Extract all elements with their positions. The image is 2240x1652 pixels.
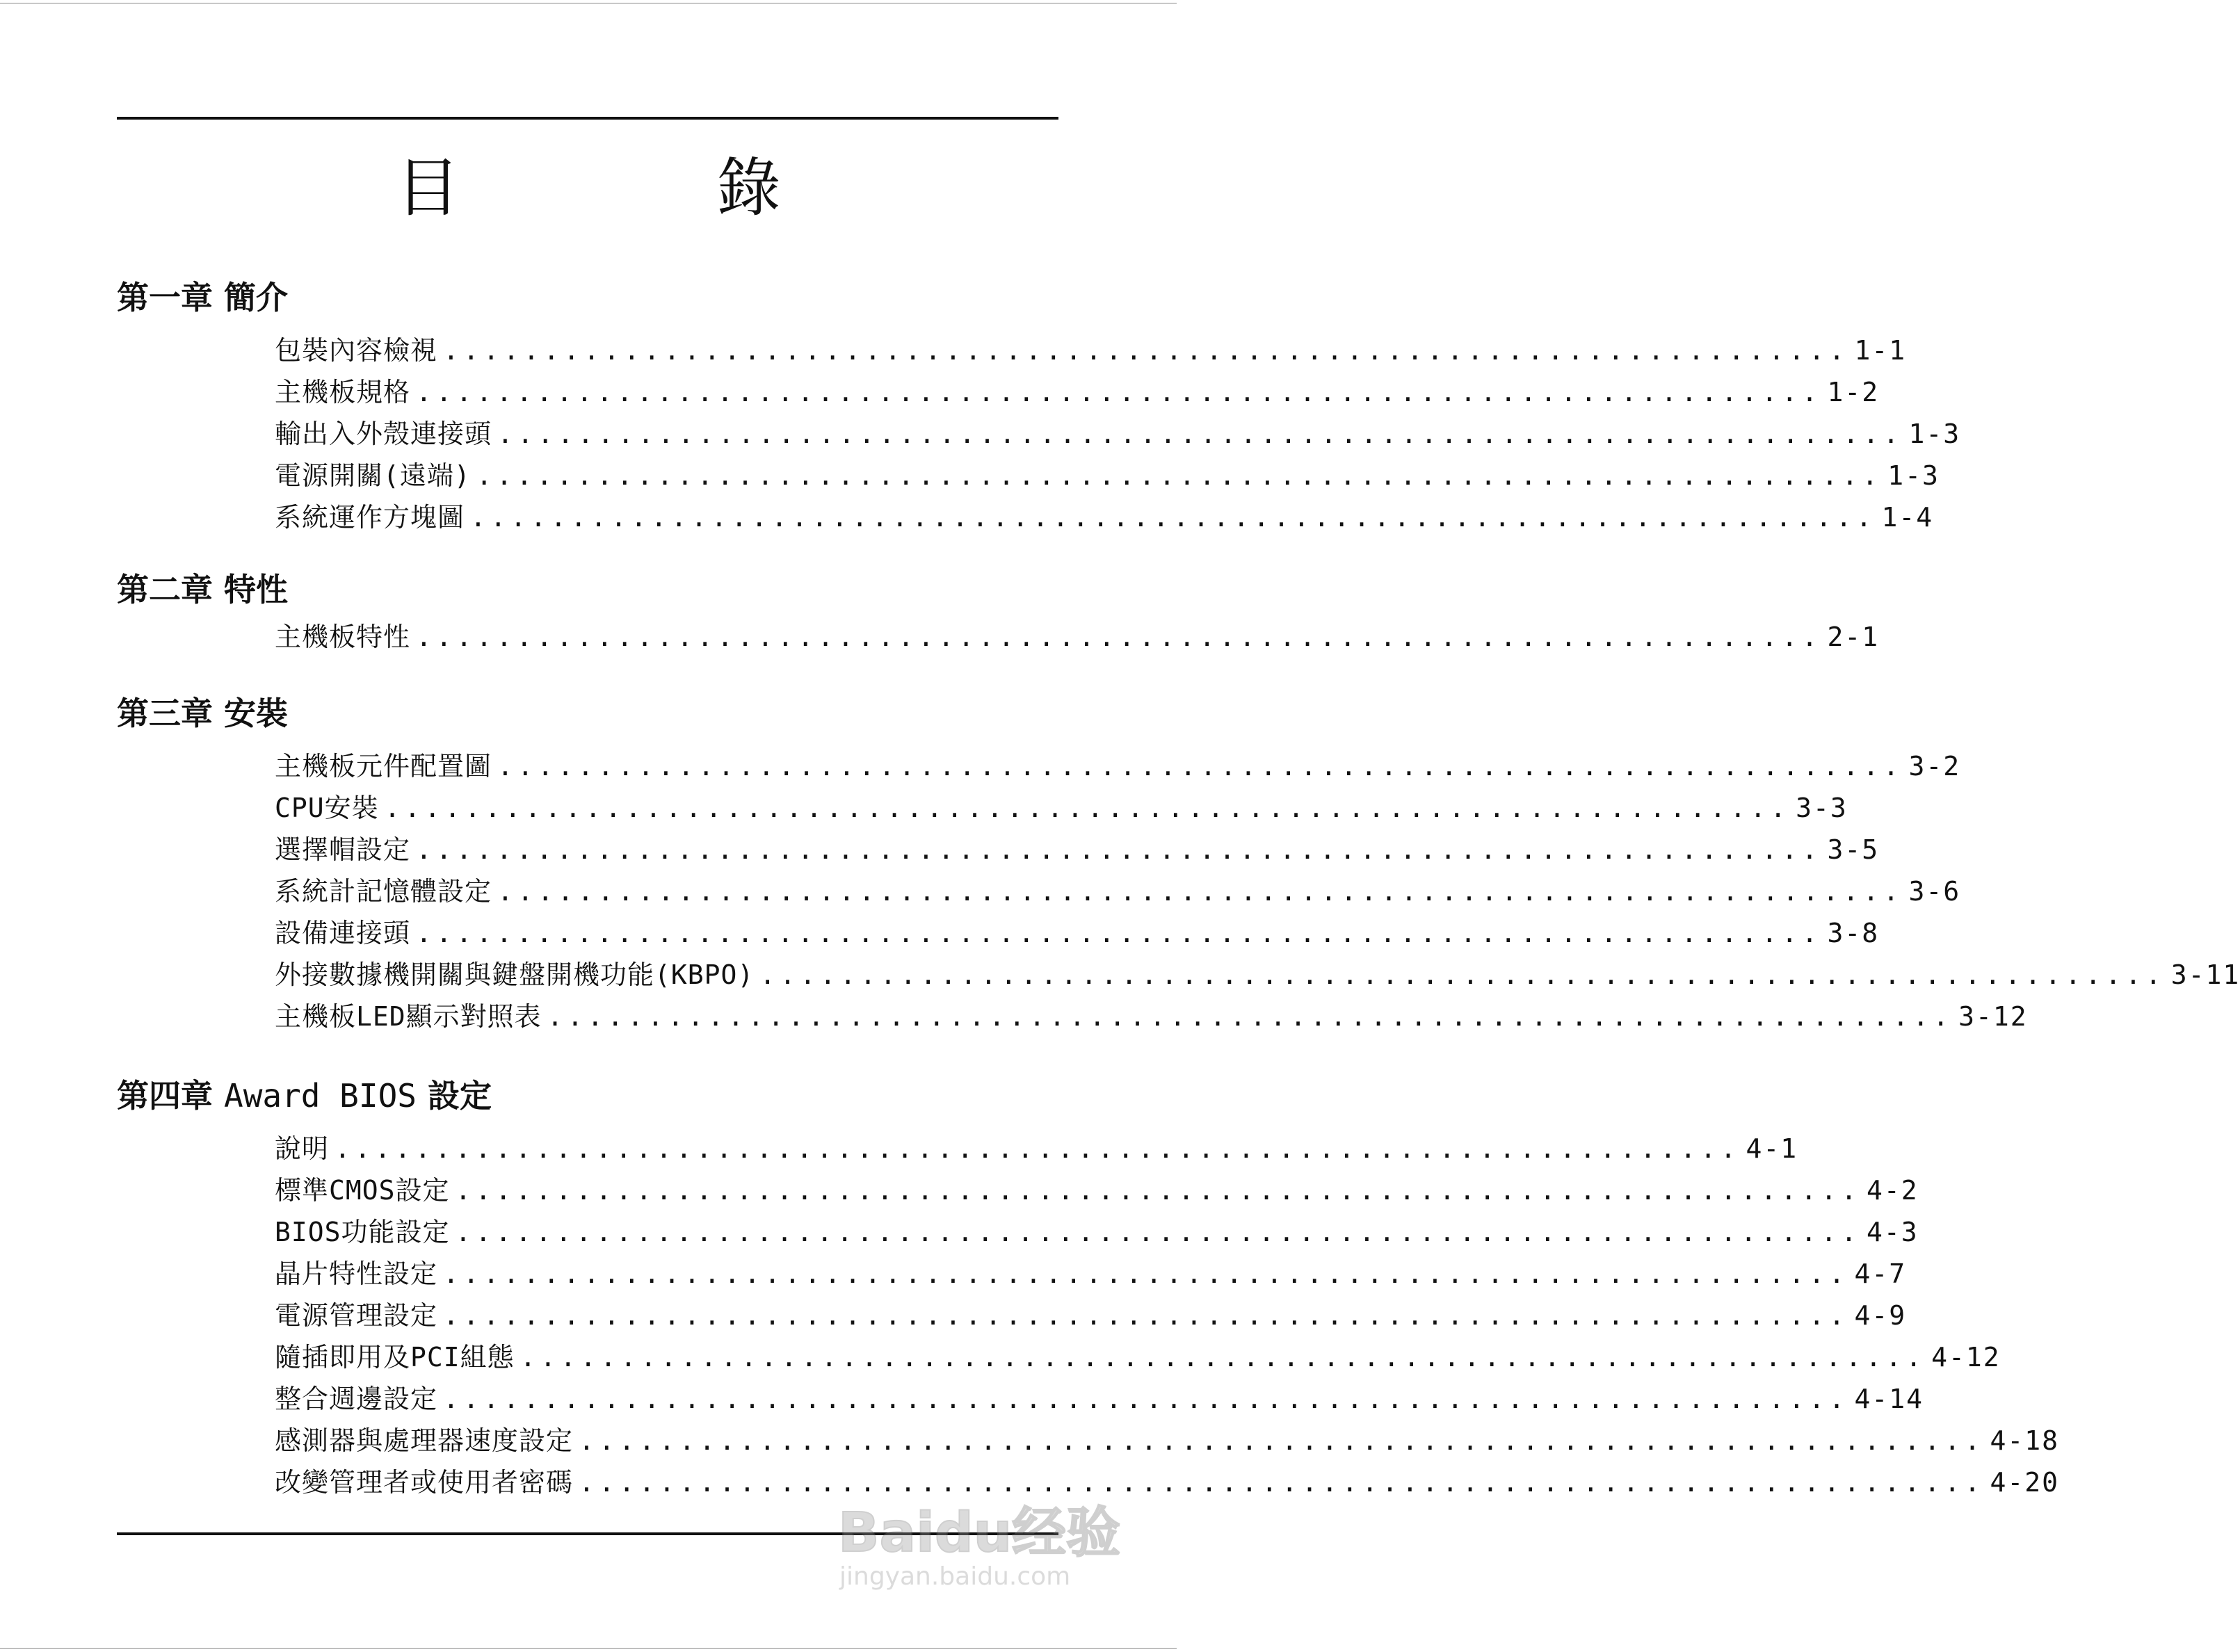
chapter-4-latin: Award BIOS (224, 1077, 417, 1115)
toc-entry (275, 456, 1940, 495)
entry-label: 輸出入外殼連接頭 (275, 419, 492, 449)
leader-dots: ...................................................................... (476, 460, 1883, 491)
entry-label: 晶片特性設定 (275, 1258, 438, 1289)
entry-page: 3-11 (2170, 959, 2240, 990)
entry-label: 主機板元件配置圖 (275, 751, 492, 782)
leader-dots: ...................................................................... (443, 1384, 1849, 1414)
entry-label: 整合週邊設定 (275, 1384, 438, 1414)
entry-label: 設備連接頭 (275, 918, 411, 948)
leader-dots: ...................................................................... (416, 622, 1822, 652)
entry-page: 4-3 (1866, 1217, 1919, 1247)
toc-entry (275, 914, 1880, 953)
entry-page: 4-18 (1990, 1425, 2059, 1456)
entry-page: 3-3 (1796, 793, 1848, 823)
entry-label: 選擇帽設定 (275, 834, 411, 865)
entry-label: BIOS功能設定 (275, 1217, 450, 1247)
toc-entry (275, 1379, 1924, 1418)
entry-label: 外接數據機開關與鍵盤開機功能(KBPO) (275, 959, 755, 990)
page-title: 目 錄 (396, 151, 899, 225)
entry-page: 4-1 (1746, 1133, 1798, 1164)
leader-dots: ...................................................................... (579, 1467, 1985, 1498)
entry-label: 電源開關(遠端) (275, 460, 471, 491)
leader-dots: ...................................................................... (443, 1258, 1849, 1289)
toc-entry (275, 617, 1880, 656)
chapter-4-suffix: 設定 (427, 1077, 492, 1115)
entry-page: 3-5 (1827, 834, 1880, 865)
entry-page: 1-2 (1827, 377, 1880, 407)
toc-entry (275, 955, 2240, 994)
leader-dots: ...................................................................... (497, 876, 1903, 907)
entry-page: 3-8 (1827, 918, 1880, 948)
entry-page: 4-14 (1854, 1384, 1924, 1414)
toc-entry (275, 1421, 2059, 1460)
entry-page: 3-2 (1908, 751, 1961, 782)
entry-label: 感測器與處理器速度設定 (275, 1425, 574, 1456)
toc-entry (275, 373, 1880, 412)
chapter-4-heading (117, 1075, 492, 1117)
leader-dots: ...................................................................... (497, 751, 1903, 782)
entry-label: 系統運作方塊圖 (275, 502, 465, 533)
entry-label: 系統計記憶體設定 (275, 876, 492, 907)
toc-entry (275, 414, 1961, 453)
toc-entry (275, 1129, 1798, 1168)
entry-label: 標準CMOS設定 (275, 1175, 450, 1206)
toc-entry (275, 498, 1934, 537)
chapter-3-heading: 第三章 安裝 (117, 695, 289, 732)
entry-label: 主機板特性 (275, 622, 411, 652)
entry-page: 1-4 (1881, 502, 1934, 533)
watermark-url: jingyan.baidu.com (839, 1562, 1071, 1591)
entry-label: 主機板LED顯示對照表 (275, 1001, 542, 1032)
entry-page: 4-20 (1990, 1467, 2059, 1498)
chapter-1-heading: 第一章 簡介 (117, 279, 289, 316)
entry-page: 4-7 (1854, 1258, 1907, 1289)
toc-entry (275, 331, 1907, 370)
leader-dots: ...................................................................... (519, 1342, 1926, 1372)
toc-entry (275, 1213, 1919, 1252)
leader-dots: ...................................................................... (416, 834, 1822, 865)
watermark-logo: Baidu经验 (838, 1502, 1121, 1564)
leader-dots: ...................................................................... (443, 1300, 1849, 1331)
toc-entry (275, 788, 1848, 827)
entry-page: 1-3 (1887, 460, 1940, 491)
entry-page: 1-1 (1854, 335, 1907, 366)
entry-page: 4-12 (1931, 1342, 2001, 1372)
leader-dots: ...................................................................... (384, 793, 1791, 823)
leader-dots: ...................................................................... (335, 1133, 1741, 1164)
leader-dots: ...................................................................... (470, 502, 1876, 533)
entry-page: 3-12 (1958, 1001, 2028, 1032)
leader-dots: ...................................................................... (443, 335, 1849, 366)
entry-page: 2-1 (1827, 622, 1880, 652)
toc-entry (275, 747, 1961, 786)
entry-label: CPU安裝 (275, 793, 379, 823)
toc-entry (275, 1338, 2001, 1377)
toc-entry (275, 872, 1961, 911)
toc-entry (275, 830, 1880, 869)
entry-label: 主機板規格 (275, 377, 411, 407)
chapter-4-prefix: 第四章 (117, 1077, 213, 1115)
entry-label: 改變管理者或使用者密碼 (275, 1467, 574, 1498)
leader-dots: ...................................................................... (497, 419, 1903, 449)
baidu-watermark (831, 1502, 1123, 1592)
entry-page: 4-2 (1866, 1175, 1919, 1206)
entry-label: 隨插即用及PCI組態 (275, 1342, 515, 1372)
entry-label: 包裝內容檢視 (275, 335, 438, 366)
leader-dots: ...................................................................... (455, 1175, 1861, 1206)
entry-page: 4-9 (1854, 1300, 1907, 1331)
leader-dots: ...................................................................... (416, 377, 1822, 407)
toc-entry (275, 1296, 1907, 1335)
entry-page: 1-3 (1908, 419, 1961, 449)
toc-entry (275, 997, 2028, 1036)
toc-entry (275, 1171, 1919, 1210)
chapter-2-heading: 第二章 特性 (117, 571, 289, 608)
entry-label: 電源管理設定 (275, 1300, 438, 1331)
toc-entry (275, 1254, 1907, 1293)
leader-dots: ...................................................................... (579, 1425, 1985, 1456)
entry-page: 3-6 (1908, 876, 1961, 907)
toc-entry (275, 1463, 2059, 1502)
top-rule (117, 117, 1058, 120)
page-border-bottom (0, 1648, 1177, 1649)
leader-dots: ...................................................................... (416, 918, 1822, 948)
entry-label: 說明 (275, 1133, 330, 1164)
leader-dots: ...................................................................... (759, 959, 2166, 990)
leader-dots: ...................................................................... (547, 1001, 1953, 1032)
leader-dots: ...................................................................... (455, 1217, 1861, 1247)
